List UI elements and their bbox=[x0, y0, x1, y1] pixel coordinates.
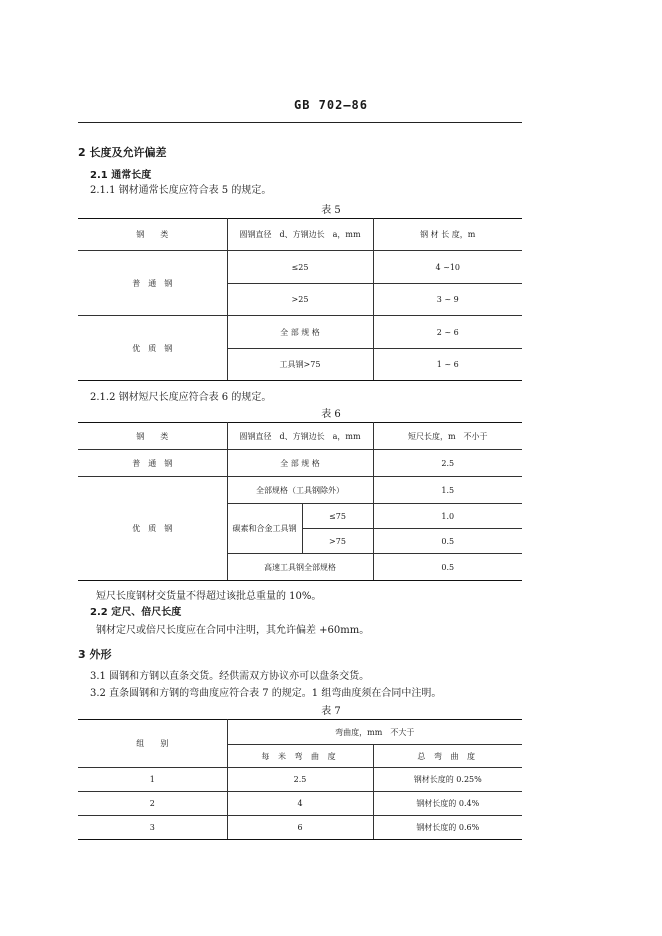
t5-header-steel: 钢 类 bbox=[78, 219, 227, 251]
t6-cell-len: 0.5 bbox=[373, 529, 522, 554]
t5-header-length: 钢 材 长 度，m bbox=[373, 219, 522, 251]
t6-header-steel: 钢 类 bbox=[78, 423, 227, 450]
t6-group-ordinary: 普 通 钢 bbox=[78, 450, 227, 477]
section-2-2-text: 钢材定尺或倍尺长度应在合同中注明，其允许偏差 +60mm。 bbox=[96, 625, 370, 636]
t6-cell-spec: >75 bbox=[302, 529, 373, 554]
t5-group-quality: 优 质 钢 bbox=[78, 316, 227, 381]
table-7 bbox=[78, 719, 522, 840]
section-3-2-text: 3.2 直条圆钢和方钢的弯曲度应符合表 7 的规定。1 组弯曲度须在合同中注明。 bbox=[90, 688, 442, 699]
section-2-2-title: 2.2 定尺、倍尺长度 bbox=[90, 607, 182, 618]
table-6 bbox=[78, 422, 522, 581]
table5-caption: 表 5 bbox=[321, 205, 341, 216]
table6-caption: 表 6 bbox=[321, 409, 341, 420]
t5-cell-spec: 全 部 规 格 bbox=[227, 316, 373, 349]
t7-cell-per: 2.5 bbox=[227, 768, 373, 792]
t7-cell-total: 钢材长度的 0.6% bbox=[373, 816, 522, 840]
t7-header-total: 总 弯 曲 度 bbox=[373, 745, 522, 768]
t5-group-ordinary: 普 通 钢 bbox=[78, 251, 227, 316]
t5-cell-spec: >25 bbox=[227, 284, 373, 316]
t7-cell-group: 1 bbox=[78, 768, 227, 792]
t6-cell-len: 2.5 bbox=[373, 450, 522, 477]
t6-cell-spec: 高速工具钢全部规格 bbox=[227, 554, 373, 581]
t7-header-bend: 弯曲度，mm 不大于 bbox=[227, 720, 522, 745]
t5-cell-len: 1 ~ 6 bbox=[373, 349, 522, 381]
t6-header-length: 短尺长度，m 不小于 bbox=[373, 423, 522, 450]
t5-cell-spec: 工具钢>75 bbox=[227, 349, 373, 381]
t7-cell-group: 2 bbox=[78, 792, 227, 816]
t7-cell-per: 4 bbox=[227, 792, 373, 816]
t6-cell-len: 1.5 bbox=[373, 477, 522, 504]
section-3-title: 3 外形 bbox=[78, 648, 112, 661]
t7-cell-total: 钢材长度的 0.25% bbox=[373, 768, 522, 792]
table-5 bbox=[78, 218, 522, 381]
header-rule bbox=[78, 122, 522, 123]
t5-header-size: 圆钢直径 d、方钢边长 a，mm bbox=[227, 219, 373, 251]
t5-cell-len: 3 ~ 9 bbox=[373, 284, 522, 316]
t5-cell-len: 2 ~ 6 bbox=[373, 316, 522, 349]
t6-cell-spec: ≤75 bbox=[302, 504, 373, 529]
t6-group-quality: 优 质 钢 bbox=[78, 477, 227, 581]
section-3-1-text: 3.1 圆钢和方钢以直条交货。经供需双方协议亦可以盘条交货。 bbox=[90, 671, 370, 682]
t6-subgroup-tool-steel: 碳素和合金工具钢 bbox=[227, 504, 302, 554]
t5-cell-len: 4 ~10 bbox=[373, 251, 522, 284]
section-2-1-title: 2.1 通常长度 bbox=[90, 170, 152, 181]
t7-cell-per: 6 bbox=[227, 816, 373, 840]
t7-header-per-meter: 每 米 弯 曲 度 bbox=[227, 745, 373, 768]
t7-cell-group: 3 bbox=[78, 816, 227, 840]
section-2-1-2-text: 2.1.2 钢材短尺长度应符合表 6 的规定。 bbox=[90, 392, 272, 403]
t6-cell-spec: 全 部 规 格 bbox=[227, 450, 373, 477]
t6-cell-len: 1.0 bbox=[373, 504, 522, 529]
t5-cell-spec: ≤25 bbox=[227, 251, 373, 284]
t6-cell-spec: 全部规格（工具钢除外） bbox=[227, 477, 373, 504]
t6-cell-len: 0.5 bbox=[373, 554, 522, 581]
section-2-title: 2 长度及允许偏差 bbox=[78, 146, 167, 159]
table6-note: 短尺长度钢材交货量不得超过该批总重量的 10%。 bbox=[96, 591, 322, 602]
section-2-1-1-text: 2.1.1 钢材通常长度应符合表 5 的规定。 bbox=[90, 185, 272, 196]
table7-caption: 表 7 bbox=[321, 706, 341, 717]
standard-header: GB 702—86 bbox=[293, 98, 369, 112]
t7-header-group: 组 别 bbox=[78, 720, 227, 768]
t7-cell-total: 钢材长度的 0.4% bbox=[373, 792, 522, 816]
t6-header-size: 圆钢直径 d、方钢边长 a，mm bbox=[227, 423, 373, 450]
